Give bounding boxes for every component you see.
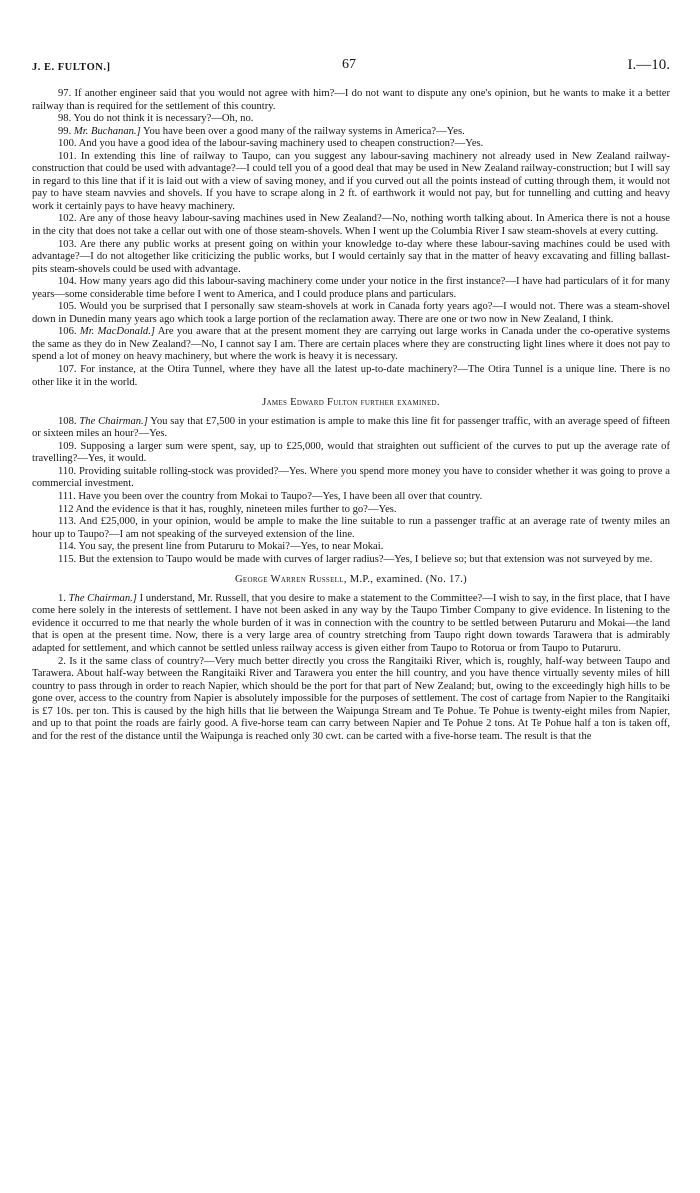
paragraph-text: 112 And the evidence is that it has, roughly, nineteen miles further to go?—Yes. [58, 503, 397, 515]
paragraph-text: I understand, Mr. Russell, that you desire to make a statement to the Committee?—I wish to say, in the first place, that I have come here solely in the interests of settlement. I have not been asked in any way by the Taupo Timber Company to give evidence. In listening to the evidence it occurred to me that nearly the whole burden of it was in connection with the country to be settled between Putaruru and Mokai—the land that is open at the present time. Now, there is a very large area of country stretching from Taupo right down towards Tarawera that is admirably adapted for settlement, and which cannot be settled unless railway access is given either from Taupo to Rotorua or from Taupo to Putaruru. [32, 592, 670, 654]
evidence-paragraph [32, 593, 670, 656]
question-number: 106. [58, 326, 77, 338]
paragraph-text: 100. And you have a good idea of the labour-saving machinery used to cheapen construction?—Yes. [58, 138, 484, 150]
paragraph-text: 2. Is it the same class of country?—Very much better directly you cross the Rangitaiki River, which is, roughly, half-way between Taupo and Tarawera. About half-way between the Rangitaiki River and Tarawera you enter the hill country, and you have thence virtually seventy miles of hill country to pass through in order to reach Napier, which should be the port for that part of New Zealand; but, owing to the exceedingly high hills to be gone over, access to the country from Napier is absolutely impossible for the purposes of settlement. The cost of cartage from Napier to the Rangitaiki is £7 10s. per ton. This is caused by the high hills that lie between the Waipunga Stream and Te Pohue. Te Pohue is twenty-eight miles from Napier, and up to that point the roads are fairly good. A five-horse team can carry between Napier and Te Pohue 2 tons. At Te Pohue half a ton is taken off, and for the rest of the distance until the Waipunga is reached only 30 cwt. can be carted with a five-horse team. The result is that the [32, 655, 670, 742]
evidence-paragraph [32, 491, 670, 504]
speaker-lead: The Chairman.] [79, 415, 148, 427]
section-heading-russell: George Warren Russell, M.P., examined. (No. 17.) [234, 574, 467, 586]
paragraph-text: 115. But the extension to Taupo would be made with curves of larger radius?—Yes, I believe so; but that extension was not surveyed by me. [58, 553, 653, 565]
question-number: 99. [58, 125, 72, 137]
evidence-paragraph [32, 326, 670, 364]
evidence-paragraph [32, 416, 670, 441]
evidence-paragraph [32, 151, 670, 214]
paragraph-text: 105. Would you be surprised that I personally saw steam-shovels at work in Canada forty years ago?—I would not. There was a steam-shovel down in Dunedin many years ago which took a large portion of the reclamation away. There are one or two now in New Zealand, I think. [32, 301, 670, 325]
paragraph-text: 97. If another engineer said that you would not agree with him?—I do not want to dispute any one's opinion, but he wants to make it a better railway than is required for the settlement of this country. [32, 88, 670, 112]
document-reference: I.—10. [627, 57, 670, 73]
speaker-lead: Mr. MacDonald.] [79, 326, 155, 338]
evidence-paragraph [32, 213, 670, 238]
evidence-paragraph [32, 301, 670, 326]
evidence-paragraph [32, 516, 670, 541]
header-witness-name: J. E. FULTON.] [32, 62, 111, 73]
evidence-paragraph [32, 113, 670, 126]
evidence-paragraph [32, 656, 670, 744]
paragraph-text: 110. Providing suitable rolling-stock was provided?—Yes. Where you spend more money you have to consider whether it was going to prove a commercial investment. [32, 465, 670, 490]
paragraph-text: 104. How many years ago did this labour-saving machinery come under your notice in the first instance?—I have had particulars of it for many years—some considerable time before I went to America, and I could produce plans and particulars. [32, 276, 670, 300]
paragraph-text: 107. For instance, at the Otira Tunnel, where they have all the latest up-to-date machinery?—The Otira Tunnel is a unique line. There is no other like it in the world. [32, 364, 670, 388]
section-heading-fulton: James Edward Fulton further examined. [262, 397, 440, 409]
paragraph-text: 103. Are there any public works at present going on within your knowledge to-day where these labour-saving machines could be used with advantage?—I do not altogether like criticizing the public works, but I would certainly say that in the matter of heavy excavating and filling ballast-pits steam-shovels could be used with advantage. [32, 238, 670, 275]
paragraph-text: 111. Have you been over the country from Mokai to Taupo?—Yes, I have been all over that country. [58, 490, 483, 502]
paragraph-text: 113. And £25,000, in your opinion, would be ample to make the line suitable to run a passenger traffic at an average rate of twenty miles an hour up to Taupo?—I am not speaking of the surveyed extension of the line. [32, 516, 670, 540]
page-header [32, 58, 670, 88]
evidence-paragraph [32, 239, 670, 277]
paragraph-text: You have been over a good many of the railway systems in America?—Yes. [142, 125, 465, 137]
evidence-paragraph [32, 138, 670, 151]
question-number: 108. [58, 415, 77, 427]
paragraph-text: 98. You do not think it is necessary?—Oh, no. [58, 113, 254, 125]
questions-108-115 [32, 416, 670, 567]
evidence-paragraph [32, 126, 670, 139]
paragraph-text: You say that £7,500 in your estimation is ample to make this line fit for passenger traffic, with an average speed of fifteen or sixteen miles an hour?—Yes. [32, 415, 670, 440]
paragraph-text: 102. Are any of those heavy labour-saving machines used in New Zealand?—No, nothing worth talking about. In America there is not a house in the city that does not take a cellar out with one of those steam-shovels. When I went up the Columbia River I saw steam-shovels at every cutting. [32, 213, 670, 238]
questions-97-107 [32, 88, 670, 389]
page-number: 67 [342, 57, 356, 72]
russell-evidence [32, 593, 670, 744]
evidence-paragraph [32, 554, 670, 567]
evidence-paragraph [32, 466, 670, 491]
evidence-paragraph [32, 441, 670, 466]
evidence-paragraph [32, 364, 670, 389]
speaker-lead: The Chairman.] [68, 592, 137, 604]
paragraph-text: Are you aware that at the present moment they are carrying out large works in Canada under the co-operative systems the same as they do in New Zealand?—No, I cannot say I am. There are certain places where they are constructing light lines where it does not pay to spend a lot of money on heavy machinery, but where the work is heavy it is necessary. [32, 326, 670, 363]
evidence-paragraph [32, 276, 670, 301]
paragraph-text: 114. You say, the present line from Putaruru to Mokai?—Yes, to near Mokai. [58, 541, 384, 553]
speaker-lead: Mr. Buchanan.] [73, 125, 141, 137]
question-number: 1. [58, 592, 66, 604]
paragraph-text: 101. In extending this line of railway to Taupo, can you suggest any labour-saving machinery not already used in New Zealand railway-construction that could be used with advantage?—I could tell you of a good deal that may be used in New Zealand railway-construction; but I will say in regard to this line that if it is laid out with a view of saving money, and if you curved out all the points instead of cutting through them, it would not pay to have steam navvies and shovels. If you have to scrape along in 2 ft. of earthwork it would not pay, but for tunnelling and cutting and heavy work it certainly pays to have heavy machinery. [32, 150, 670, 212]
evidence-paragraph [32, 541, 670, 554]
paragraph-text: 109. Supposing a larger sum were spent, say, up to £25,000, would that straighten out sufficient of the curves to put up the average rate of travelling?—Yes, it would. [32, 440, 670, 465]
evidence-paragraph [32, 88, 670, 113]
evidence-paragraph [32, 504, 670, 517]
